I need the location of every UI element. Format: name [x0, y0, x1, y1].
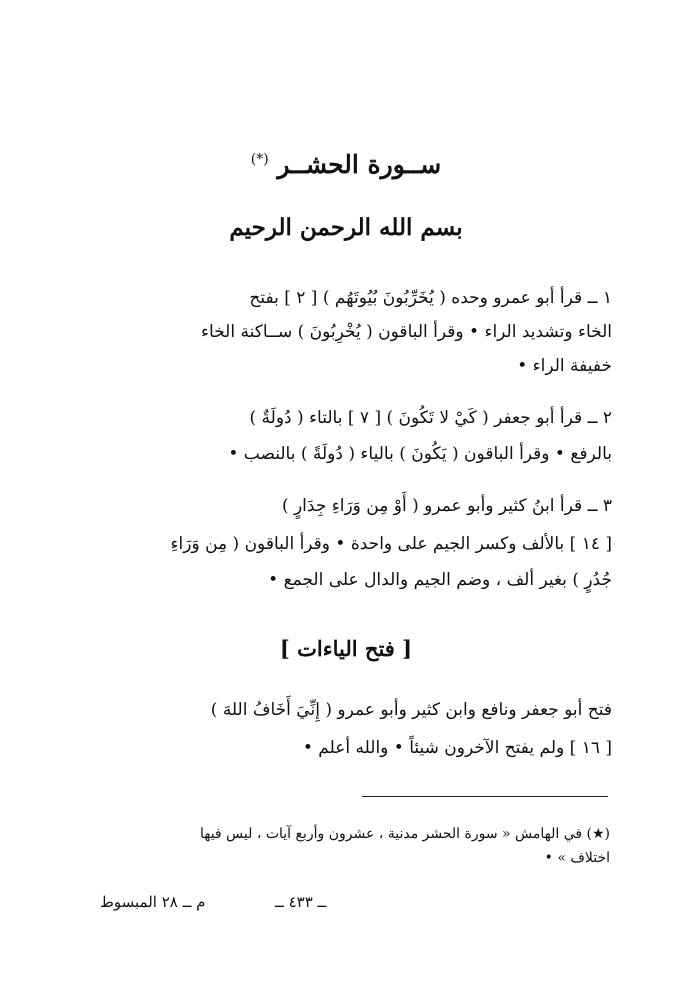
- footnote-marker: (*): [250, 151, 269, 168]
- paragraph-3-line-3: جُدُرٍ ) بغير ألف ، وضم الجيم والدال على الجمع •: [268, 570, 612, 590]
- section-heading: [ فتح الياءات ]: [279, 636, 413, 661]
- section-paragraph-line-2: [ ١٦ ] ولم يفتح الآخرون شيئاً • والله أعلم •: [302, 738, 612, 758]
- paragraph-1-line-3: خفيفة الراء •: [517, 356, 612, 376]
- page-number: ــ ٤٣٣ ــ: [275, 893, 327, 911]
- paragraph-2-line-2: بالرفع • وقرأ الباقون ( يَكُونَ ) بالياء ( دُولَةً ) بالنصب •: [228, 444, 612, 464]
- paragraph-1-line-2: الخاء وتشديد الراء • وقرأ الباقون ( يُخْرِبُونَ ) ســاكنة الخاء: [201, 322, 612, 342]
- footnote-line-1: (★) في الهامش « سورة الحشر مدنية ، عشرون وأربع آيات ، ليس فيها: [199, 826, 610, 842]
- footnote-line-2: اختلاف » •: [544, 850, 610, 866]
- section-paragraph-line-1: فتح أبو جعفر ونافع وابن كثير وأبو عمرو ( إِنِّيَ أَخَافُ اللهَ ): [210, 700, 612, 720]
- page-footer: [100, 893, 400, 911]
- paragraph-1-line-1: ١ ــ قرأ أبو عمرو وحده ( يُخَرِّبُونَ بُيُوتَهُم ) [ ٢ ] بفتح: [249, 288, 612, 308]
- basmala: بسم الله الرحمن الرحيم: [229, 214, 463, 241]
- paragraph-3-line-1: ٣ ــ قرأ ابنُ كثير وأبو عمرو ( أَوْ مِن وَرَاءِ جِدَارٍ ): [281, 496, 612, 516]
- surah-title: [0, 150, 692, 179]
- surah-title-text: ســورة الحشــر: [277, 150, 442, 179]
- footnote-divider: [362, 796, 608, 797]
- signature-mark: م ــ ٢٨ المبسوط: [100, 893, 206, 911]
- paragraph-3-line-2: [ ١٤ ] بالألف وكسر الجيم على واحدة • وقرأ الباقون ( مِن وَرَاءِ: [170, 534, 612, 554]
- paragraph-2-line-1: ٢ ــ قرأ أبو جعفر ( كَيْ لا تَكُونَ ) [ ٧ ] بالتاء ( دُولَةٌ ): [249, 408, 612, 428]
